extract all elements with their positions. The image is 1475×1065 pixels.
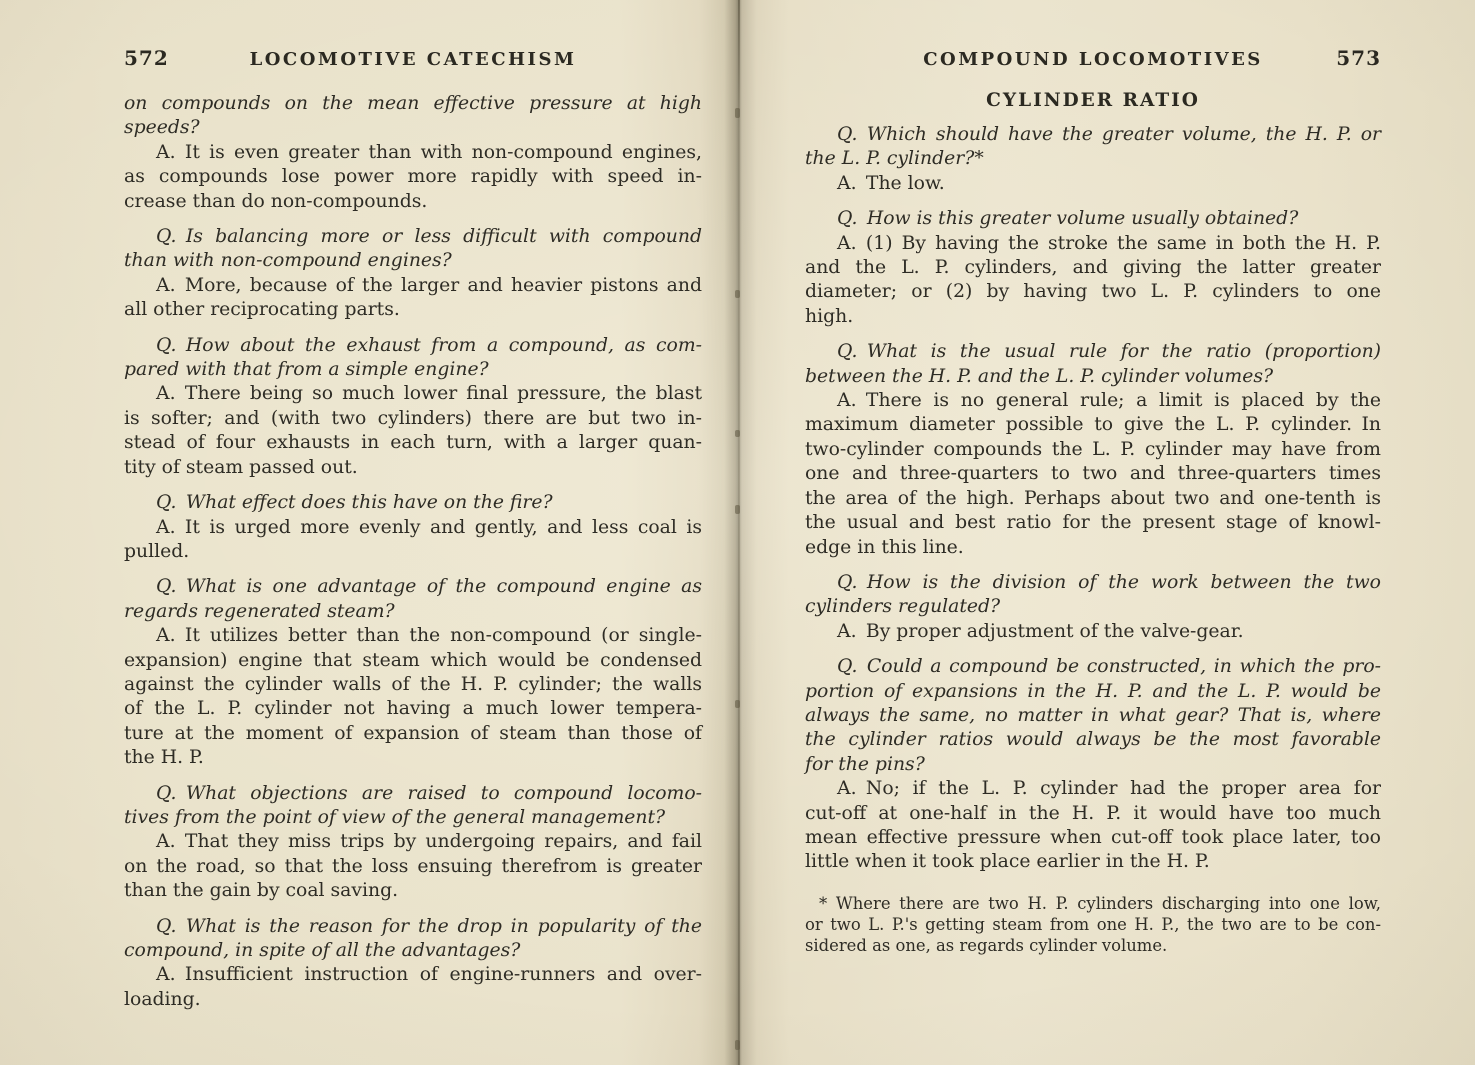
binding-stitch-mark — [735, 290, 740, 298]
binding-stitch-mark — [735, 505, 740, 514]
text-line: Q. What is the usual rule for the ratio (proportion) — [837, 341, 1381, 363]
text-line: edge in this line. — [805, 536, 964, 558]
text-line: than with non-compound engines? — [124, 250, 452, 272]
text-line: between the H. P. and the L. P. cylinder volumes? — [805, 365, 1274, 387]
text-line: regards regenerated steam? — [124, 600, 395, 622]
answer-paragraph — [124, 624, 702, 770]
right-page-header — [805, 46, 1381, 70]
text-line: one and three-quarters to two and three-quarters times — [805, 463, 1381, 485]
question-paragraph — [805, 340, 1381, 389]
right-page-number: 573 — [1336, 46, 1381, 70]
left-page — [124, 46, 702, 1012]
question-paragraph — [124, 225, 702, 274]
text-line: all other reciprocating parts. — [124, 299, 400, 321]
answer-paragraph — [124, 274, 702, 323]
answer-paragraph — [124, 141, 702, 214]
text-line: on the road, so that the loss ensuing therefrom is greater — [124, 855, 702, 877]
text-line: the area of the high. Perhaps about two and one-tenth is — [805, 487, 1381, 509]
text-line: cylinders regulated? — [805, 596, 1001, 618]
text-line: the cylinder ratios would always be the most favorable — [805, 729, 1381, 751]
right-page — [805, 46, 1381, 956]
question-paragraph — [124, 915, 702, 964]
question-paragraph — [124, 782, 702, 831]
text-line: Q. How is the division of the work between the two — [837, 571, 1381, 593]
text-line: of the L. P. cylinder not having a much lower tempera- — [124, 698, 702, 720]
binding-stitch-mark — [735, 430, 740, 437]
footnote-line: or two L. P.'s getting steam from one H. P., the two are to be con- — [805, 914, 1381, 934]
question-paragraph — [124, 334, 702, 383]
binding-stitch-mark — [735, 108, 740, 118]
text-line: expansion) engine that steam which would be condensed — [124, 649, 702, 671]
text-line: on compounds on the mean effective pressure at high — [124, 93, 702, 114]
text-line: A. It utilizes better than the non-compound (or single- — [156, 625, 702, 647]
answer-paragraph — [124, 830, 702, 903]
text-line: A. (1) By having the stroke the same in both the H. P. — [837, 232, 1381, 254]
text-line: the usual and best ratio for the present stage of knowl- — [805, 512, 1381, 534]
text-line: stead of four exhausts in each turn, with a larger quan- — [124, 432, 702, 454]
text-line: loading. — [124, 988, 201, 1010]
question-paragraph — [805, 655, 1381, 777]
answer-paragraph — [805, 620, 1381, 644]
text-line: maximum diameter possible to give the L. P. cylinder. In — [805, 414, 1381, 436]
text-line: mean effective pressure when cut-off took place later, too — [805, 826, 1381, 848]
text-line: than the gain by coal saving. — [124, 880, 399, 902]
answer-paragraph — [805, 172, 1381, 196]
right-page-body — [805, 123, 1381, 875]
text-line: compound, in spite of all the advantages? — [124, 940, 521, 961]
answer-paragraph — [124, 963, 702, 1012]
text-line: diameter; or (2) by having two L. P. cylinders to one — [805, 281, 1381, 303]
question-paragraph — [805, 571, 1381, 620]
footnote — [805, 893, 1381, 956]
left-page-number: 572 — [124, 46, 169, 70]
text-line: A. No; if the L. P. cylinder had the proper area for — [837, 778, 1381, 800]
answer-paragraph — [805, 389, 1381, 560]
text-line: Q. What effect does this have on the fire? — [156, 492, 553, 514]
text-line: A. Insufficient instruction of engine-runners and over- — [156, 964, 702, 986]
text-line: Q. Could a compound be constructed, in which the pro- — [837, 656, 1381, 678]
question-paragraph — [124, 575, 702, 624]
text-line: A. More, because of the larger and heavier pistons and — [156, 274, 702, 296]
text-line: ture at the moment of expansion of steam than those of — [124, 722, 702, 744]
text-line: pared with that from a simple engine? — [124, 359, 489, 381]
text-line: against the cylinder walls of the H. P. cylinder; the walls — [124, 673, 702, 695]
text-line: tity of steam passed out. — [124, 456, 358, 478]
text-line: A. The low. — [837, 172, 945, 194]
text-line: tives from the point of view of the general management? — [124, 806, 666, 828]
text-line: as compounds lose power more rapidly with speed in- — [124, 166, 702, 188]
text-line: A. There being so much lower final pressure, the blast — [156, 383, 702, 405]
question-paragraph — [805, 207, 1381, 231]
question-paragraph — [805, 123, 1381, 172]
text-line: A. By proper adjustment of the valve-gear. — [837, 620, 1244, 642]
left-running-title: LOCOMOTIVE CATECHISM — [249, 49, 577, 70]
text-line: A. There is no general rule; a limit is placed by the — [837, 390, 1381, 412]
question-paragraph — [124, 92, 702, 141]
text-line: is softer; and (with two cylinders) there are but two in- — [124, 407, 702, 429]
text-line: Q. How about the exhaust from a compound, as com- — [156, 334, 702, 356]
text-line: two-cylinder compounds the L. P. cylinder may have from — [805, 438, 1381, 460]
footnote-line: sidered as one, as regards cylinder volume. — [805, 935, 1168, 955]
answer-paragraph — [124, 516, 702, 565]
left-page-header — [124, 46, 702, 70]
text-line: for the pins? — [805, 753, 925, 775]
text-line: and the L. P. cylinders, and giving the latter greater — [805, 257, 1381, 279]
gutter-crease — [738, 0, 740, 1065]
text-line: cut-off at one-half in the H. P. it would have too much — [805, 802, 1381, 824]
text-line: A. That they miss trips by undergoing repairs, and fail — [156, 831, 702, 853]
text-line: Q. What objections are raised to compound locomo- — [156, 782, 702, 804]
text-line: little when it took place earlier in the H. P. — [805, 851, 1210, 873]
text-line: the L. P. cylinder?* — [805, 148, 984, 170]
binding-stitch-mark — [735, 1040, 740, 1050]
question-paragraph — [124, 491, 702, 515]
left-page-body — [124, 92, 702, 1012]
answer-paragraph — [124, 382, 702, 480]
text-line: always the same, no matter in what gear? That is, where — [805, 704, 1381, 726]
text-line: Q. Is balancing more or less difficult with compound — [156, 226, 702, 248]
text-line: portion of expansions in the H. P. and the L. P. would be — [805, 680, 1381, 702]
text-line: crease than do non-compounds. — [124, 190, 428, 212]
text-line: speeds? — [124, 117, 200, 139]
text-line: A. It is urged more evenly and gently, and less coal is — [156, 516, 702, 538]
answer-paragraph — [805, 777, 1381, 875]
text-line: A. It is even greater than with non-compound engines, — [156, 141, 702, 163]
section-heading: CYLINDER RATIO — [986, 90, 1200, 111]
text-line: pulled. — [124, 540, 190, 562]
text-line: Q. Which should have the greater volume, the H. P. or — [837, 124, 1381, 145]
footnote-line: * Where there are two H. P. cylinders discharging into one low, — [819, 893, 1381, 913]
text-line: Q. How is this greater volume usually obtained? — [837, 208, 1299, 230]
text-line: Q. What is the reason for the drop in popularity of the — [156, 915, 702, 937]
right-running-title: COMPOUND LOCOMOTIVES — [923, 49, 1263, 70]
binding-stitch-mark — [735, 700, 740, 708]
answer-paragraph — [805, 232, 1381, 330]
text-line: Q. What is one advantage of the compound engine as — [156, 576, 702, 598]
text-line: the H. P. — [124, 747, 204, 769]
text-line: high. — [805, 305, 854, 327]
